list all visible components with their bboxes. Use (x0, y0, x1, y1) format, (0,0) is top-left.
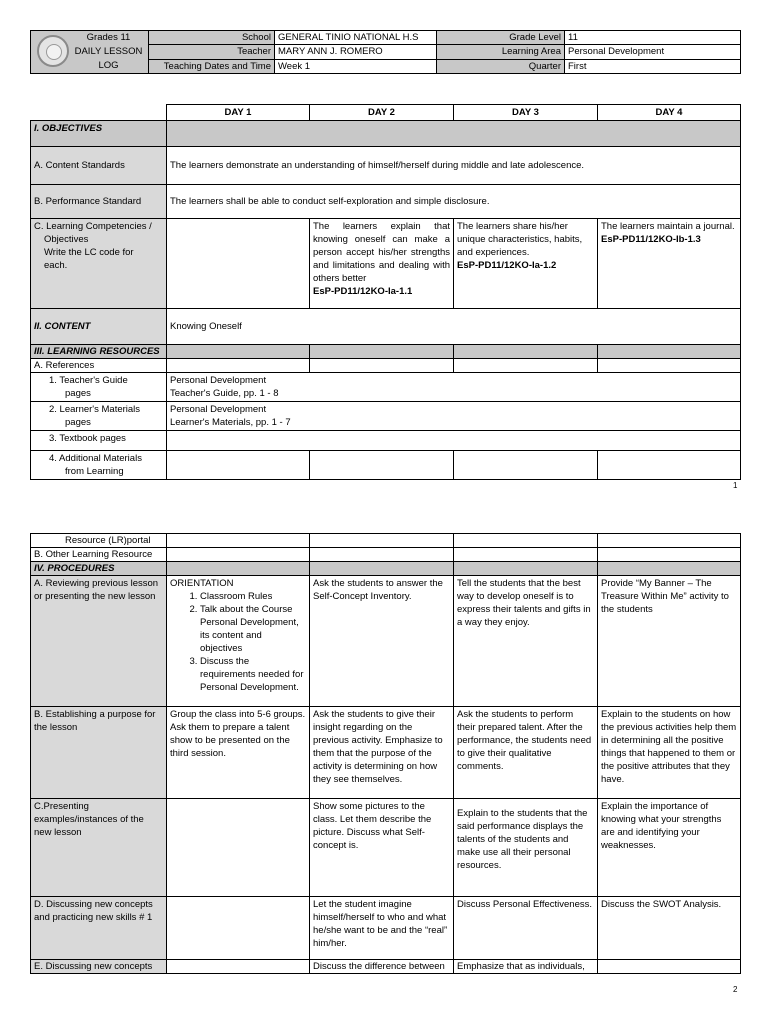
orientation-list (170, 590, 306, 694)
procedure-e-label: E. Discussing new concepts (31, 960, 167, 974)
procedure-a-day-3: Tell the students that the best way to develop oneself is to express their talents and gifts in a way they enjoy. (454, 576, 598, 707)
procedure-c-day-2: Show some pictures to the class. Let them describe the picture. Discuss what Self-concept is. (310, 799, 454, 897)
learning-resources-heading: III. LEARNING RESOURCES (31, 345, 167, 359)
content-standards-value: The learners demonstrate an understanding of himself/herself during middle and late adolescence. (167, 147, 741, 185)
quarter-value: First (565, 59, 741, 73)
procedure-b-day-4: Explain to the students on how the previous activities help them in determining all the positive things that happened to them or the positive attributes that they have. (598, 707, 741, 799)
day-2-header: DAY 2 (310, 105, 454, 121)
learning-area-value: Personal Development (565, 45, 741, 59)
lr-portal-label: Resource (LR)portal (31, 534, 167, 548)
teacher-label: Teacher (149, 45, 275, 59)
lesson-table-page-2 (30, 533, 741, 974)
procedure-c-day-4: Explain the importance of knowing what your strengths are and identifying your weaknesses. (598, 799, 741, 897)
procedure-a-day-1 (167, 576, 310, 707)
deped-seal-icon (37, 35, 69, 67)
grade-level-value: 11 (565, 31, 741, 45)
textbook-pages-label: 3. Textbook pages (31, 431, 167, 451)
teachers-guide-value: Personal Development Teacher's Guide, pp. 1 - 8 (167, 373, 741, 402)
competency-code-day-4: EsP-PD11/12KO-Ib-1.3 (601, 234, 701, 245)
page-number-1: 1 (733, 481, 738, 490)
procedure-e-day-2: Discuss the difference between (310, 960, 454, 974)
procedure-d-day-3: Discuss Personal Effectiveness. (454, 897, 598, 960)
procedure-a-day-4: Provide “My Banner – The Treasure Within Me” activity to the students (598, 576, 741, 707)
competency-day-3: The learners share his/her unique characteristics, habits, and experiences. EsP-PD11/12KO-Ia-1.2 (454, 219, 598, 309)
competency-day-2: The learners explain that knowing oneself can make a person accept his/her strengths and limitations and dealing with others better EsP-PD11/12KO-Ia-1.1 (310, 219, 454, 309)
procedure-b-day-1: Group the class into 5-6 groups. Ask them to prepare a talent show to be presented on the third session. (167, 707, 310, 799)
learning-area-label: Learning Area (437, 45, 565, 59)
performance-standard-label: B. Performance Standard (31, 185, 167, 219)
procedure-b-label: B. Establishing a purpose for the lesson (31, 707, 167, 799)
lesson-table-page-1 (30, 104, 741, 480)
day-4-header: DAY 4 (598, 105, 741, 121)
content-standards-label: A. Content Standards (31, 147, 167, 185)
procedure-d-day-4: Discuss the SWOT Analysis. (598, 897, 741, 960)
list-item: 2. Talk about the Course Personal Development, its content and objectives (200, 603, 306, 655)
competencies-label: C. Learning Competencies / Objectives Write the LC code for each. (31, 219, 167, 309)
school-value: GENERAL TINIO NATIONAL H.S (275, 31, 437, 45)
list-item: 3. Discuss the requirements needed for Personal Development. (200, 655, 306, 694)
orientation-title: ORIENTATION (170, 578, 234, 589)
learners-materials-value: Personal Development Learner's Materials, pp. 1 - 7 (167, 402, 741, 431)
dates-label: Teaching Dates and Time (149, 59, 275, 73)
quarter-label: Quarter (437, 59, 565, 73)
procedure-d-day-2: Let the student imagine himself/herself to who and what he/she want to be and the “real” him/her. (310, 897, 454, 960)
objectives-heading: I. OBJECTIVES (31, 121, 167, 147)
day-1-header: DAY 1 (167, 105, 310, 121)
competency-code-day-3: EsP-PD11/12KO-Ia-1.2 (457, 260, 557, 271)
procedures-heading: IV. PROCEDURES (31, 562, 167, 576)
teacher-value: MARY ANN J. ROMERO (275, 45, 437, 59)
header-table (30, 30, 741, 74)
daily-lesson-label: DAILY LESSON (74, 46, 143, 57)
other-resource-label: B. Other Learning Resource (31, 548, 167, 562)
procedure-a-day-2: Ask the students to answer the Self-Concept Inventory. (310, 576, 454, 707)
page-number-2: 2 (733, 985, 738, 994)
performance-standard-value: The learners shall be able to conduct self-exploration and simple disclosure. (167, 185, 741, 219)
teachers-guide-label: 1. Teacher's Guide pages (31, 373, 167, 402)
procedure-c-label: C.Presenting examples/instances of the new lesson (31, 799, 167, 897)
learners-materials-label: 2. Learner's Materials pages (31, 402, 167, 431)
procedure-e-day-3: Emphasize that as individuals, (454, 960, 598, 974)
day-3-header: DAY 3 (454, 105, 598, 121)
content-value: Knowing Oneself (167, 309, 741, 345)
grades-label: Grades 11 (86, 32, 131, 43)
grade-level-label: Grade Level (437, 31, 565, 45)
procedure-a-label: A. Reviewing previous lesson or presenting the new lesson (31, 576, 167, 707)
school-label: School (149, 31, 275, 45)
references-label: A. References (31, 359, 167, 373)
dates-value: Week 1 (275, 59, 437, 73)
additional-materials-label: 4. Additional Materials from Learning (31, 451, 167, 480)
content-heading: II. CONTENT (31, 309, 167, 345)
competency-day-4: The learners maintain a journal. EsP-PD11/12KO-Ib-1.3 (598, 219, 741, 309)
procedure-b-day-3: Ask the students to perform their prepared talent. After the performance, the students need to give their qualitative comments. (454, 707, 598, 799)
log-label: LOG (98, 60, 119, 71)
competency-code-day-2: EsP-PD11/12KO-Ia-1.1 (313, 286, 413, 297)
list-item: 1. Classroom Rules (200, 590, 306, 603)
procedure-c-day-3: Explain to the students that the said performance displays the talents of the students and make use all their personal resources. (454, 799, 598, 897)
procedure-b-day-2: Ask the students to give their insight regarding on the previous activity. Emphasize to them that the purpose of the activity is determining on how they see themselves. (310, 707, 454, 799)
header-title-cell (31, 31, 149, 74)
procedure-d-label: D. Discussing new concepts and practicing new skills # 1 (31, 897, 167, 960)
